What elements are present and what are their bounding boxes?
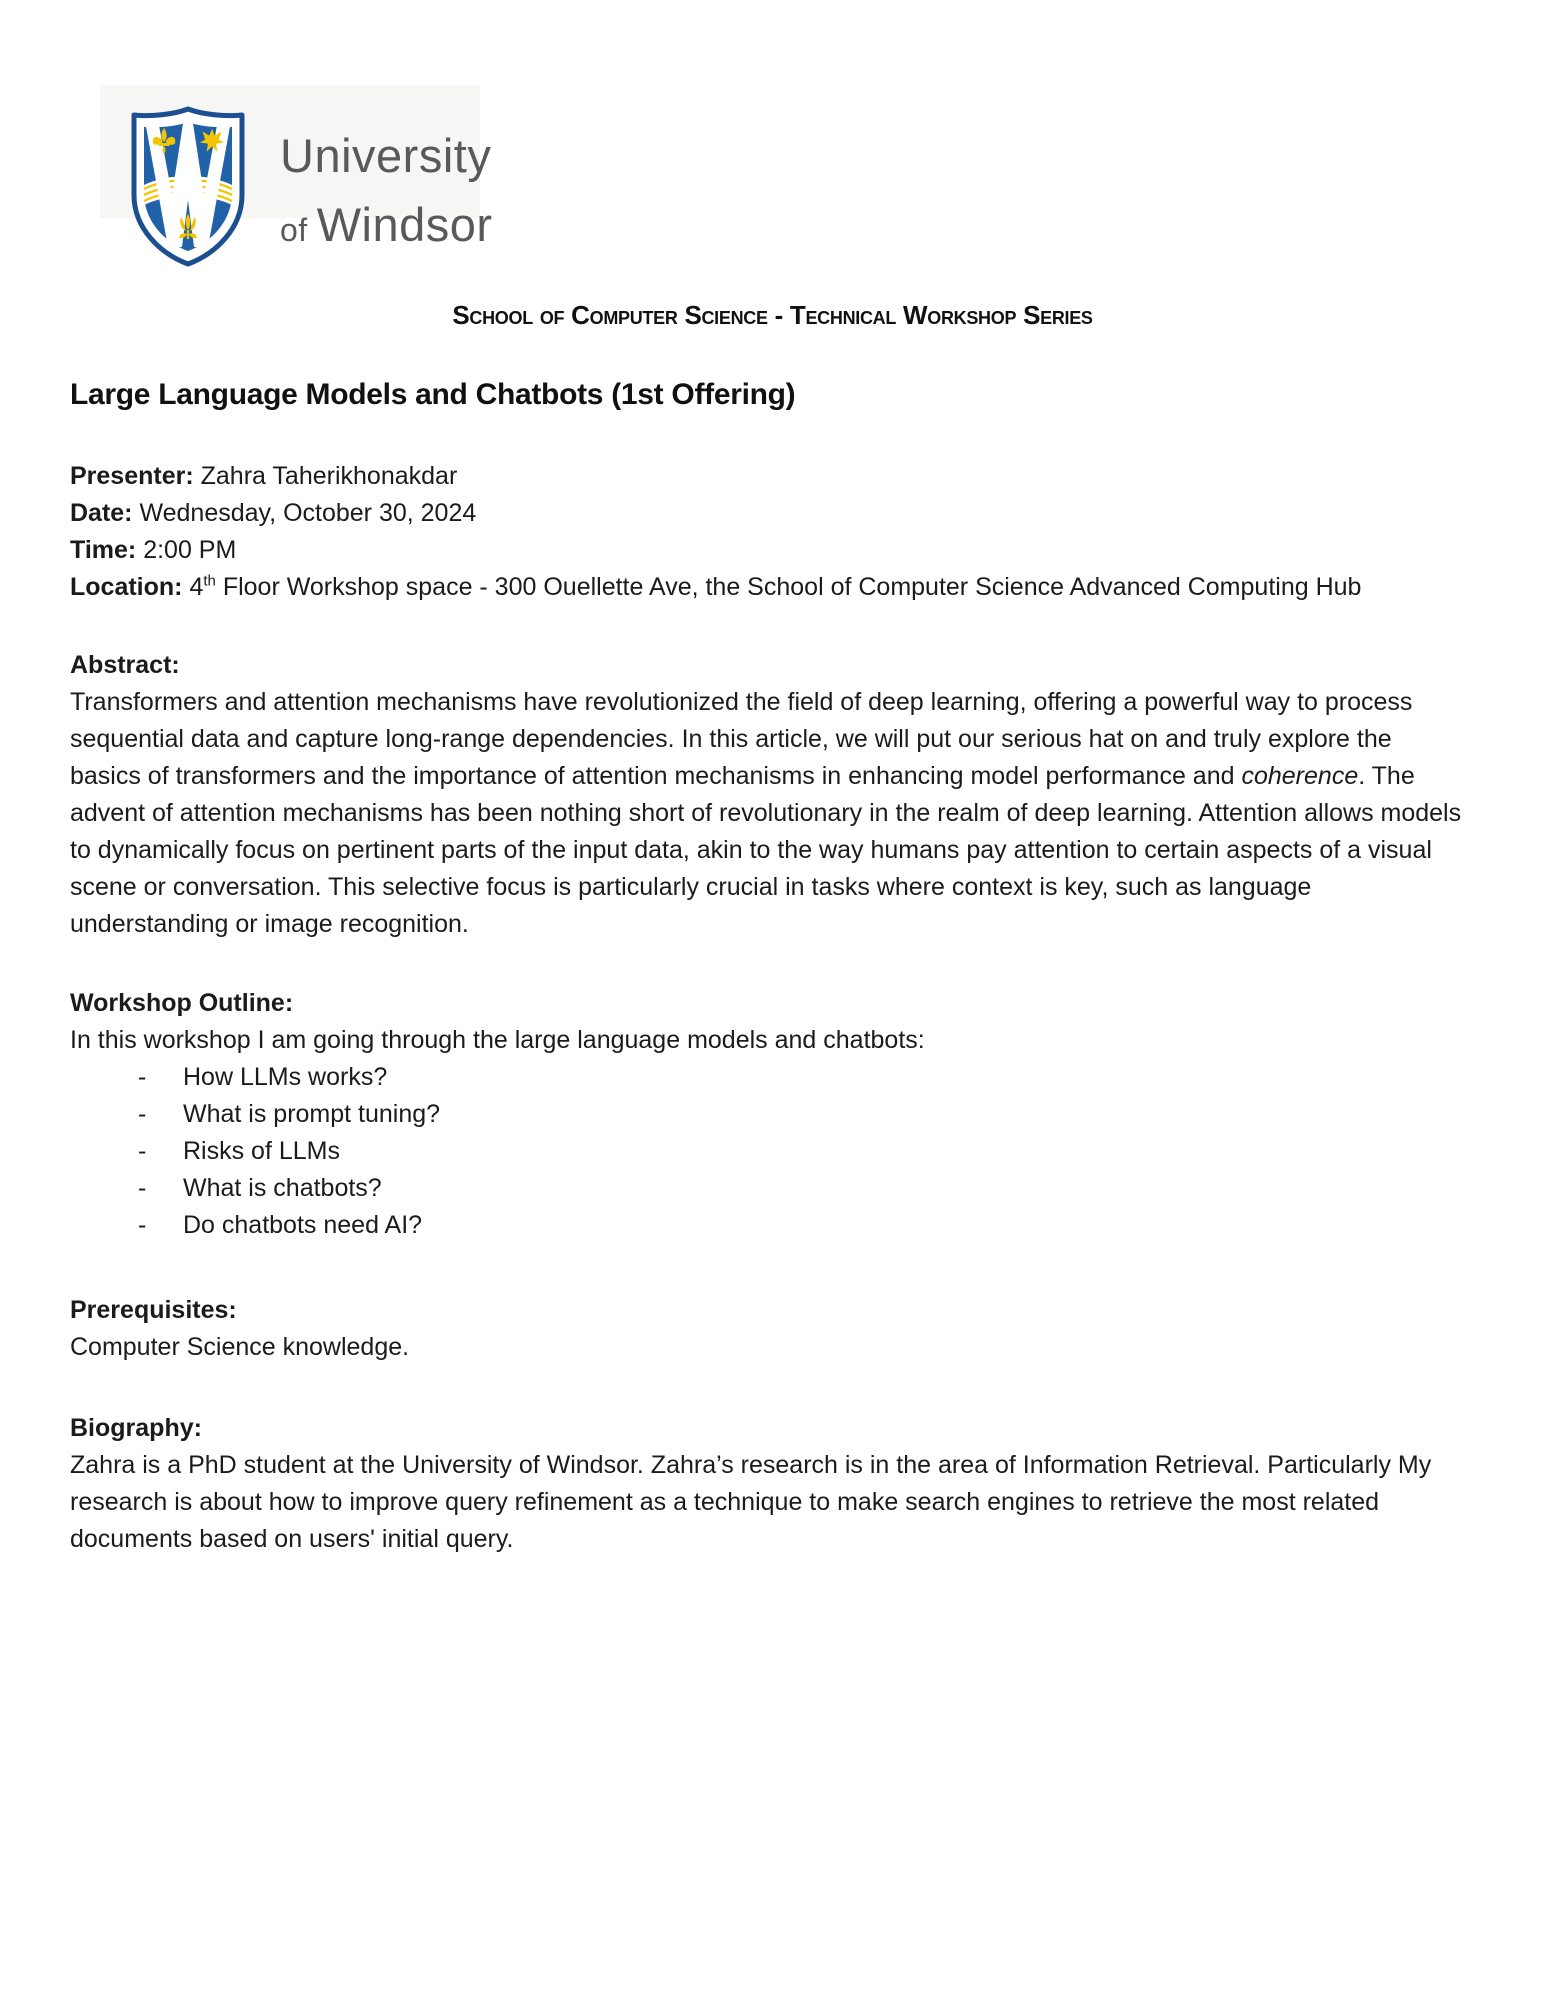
date-value: Wednesday, October 30, 2024 (139, 499, 477, 527)
wordmark-of-windsor (280, 197, 493, 252)
wordmark-university: University (280, 129, 492, 182)
abstract-text-part1: Transformers and attention mechanisms have revolutionized the field of deep learning, offering a powerful way to process sequential data and capture long-range dependencies. In this article, we will put our serious hat on and truly explore the basics of transformers and the importance of attention mechanisms in enhancing model performance and (70, 688, 1413, 790)
list-item: - How LLMs works? (70, 1059, 1462, 1096)
event-details (70, 458, 1462, 606)
presenter-line (70, 458, 1462, 495)
prerequisites-section (70, 1292, 1462, 1366)
abstract-section (70, 647, 1462, 943)
location-ordinal: th (203, 572, 216, 590)
time-line (70, 532, 1462, 569)
wordmark-of: of (280, 211, 308, 248)
list-dash: - (138, 1174, 147, 1202)
outline-heading: Workshop Outline: (70, 989, 294, 1017)
presenter-value: Zahra Taherikhonakdar (200, 462, 458, 490)
time-value: 2:00 PM (143, 536, 237, 564)
location-floor-number: 4 (189, 573, 204, 601)
document-body (70, 458, 1462, 1558)
uwindsor-wordmark (280, 131, 493, 252)
abstract-text-part2: . The advent of attention mechanisms has been nothing short of revolutionary in the realm of deep learning. Attention allows models to dynamically focus on pertinent parts of the input data, akin to the way humans pay attention to certain aspects of a visual scene or conversation. This selective focus is particularly crucial in tasks where context is key, such as language understanding or image recognition. (70, 762, 1462, 938)
date-line (70, 495, 1462, 532)
list-dash: - (138, 1211, 147, 1239)
outline-list (70, 1059, 1462, 1244)
series-header: School of Computer Science - Technical Workshop Series (452, 300, 1093, 330)
wordmark-windsor: Windsor (316, 197, 493, 251)
page-title: Large Language Models and Chatbots (1st Offering) (70, 378, 796, 411)
abstract-italic-word: coherence (1241, 762, 1359, 790)
uwindsor-logo (100, 85, 560, 280)
prerequisites-heading: Prerequisites: (70, 1296, 237, 1324)
outline-intro: In this workshop I am going through the large language models and chatbots: (70, 1026, 925, 1054)
location-value: Floor Workshop space - 300 Ouellette Ave, the School of Computer Science Advanced Computing Hub (215, 573, 1362, 601)
list-dash: - (138, 1137, 147, 1165)
list-dash: - (138, 1063, 147, 1091)
abstract-heading: Abstract: (70, 651, 180, 679)
time-label: Time: (70, 536, 137, 564)
list-dash: - (138, 1100, 147, 1128)
location-line (70, 569, 1462, 606)
biography-text: Zahra is a PhD student at the University of Windsor. Zahra’s research is in the area of Information Retrieval. Particularly My research is about how to improve query refinement as a technique to make search engines to retrieve the most related documents based on users' initial query. (70, 1451, 1432, 1553)
location-label: Location: (70, 573, 183, 601)
biography-section (70, 1410, 1462, 1558)
list-item: - What is chatbots? (70, 1170, 1462, 1207)
presenter-label: Presenter: (70, 462, 194, 490)
date-label: Date: (70, 499, 133, 527)
biography-heading: Biography: (70, 1414, 202, 1442)
uwindsor-shield-icon (128, 105, 248, 270)
abstract-text (70, 684, 1462, 943)
list-item: - Do chatbots need AI? (70, 1207, 1462, 1244)
list-item: - What is prompt tuning? (70, 1096, 1462, 1133)
outline-section (70, 985, 1462, 1244)
prerequisites-text: Computer Science knowledge. (70, 1333, 410, 1361)
list-item: - Risks of LLMs (70, 1133, 1462, 1170)
